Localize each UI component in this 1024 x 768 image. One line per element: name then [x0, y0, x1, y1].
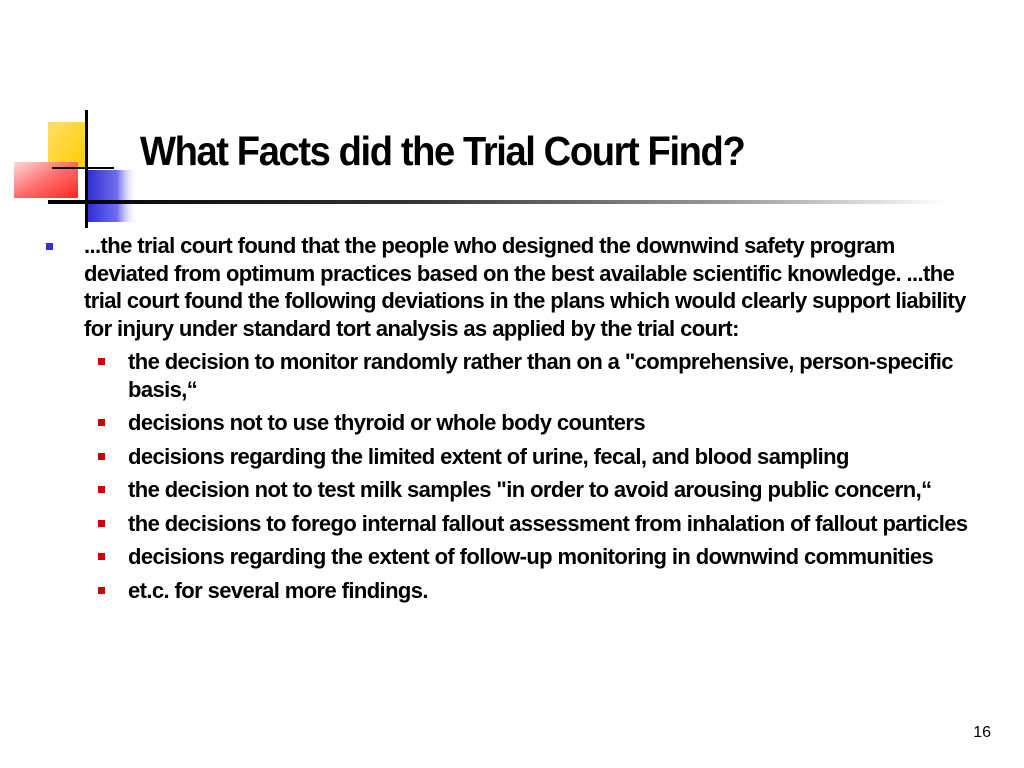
slide-content: [46, 232, 976, 610]
list-item: [46, 409, 976, 437]
bullet-square-icon: [98, 553, 105, 560]
list-item-text: the decision to monitor randomly rather than on a "comprehensive, person-specific basis,“: [128, 349, 953, 402]
page-number: 16: [973, 724, 991, 741]
slide-title: What Facts did the Trial Court Find?: [140, 128, 745, 174]
list-item-text: the decision not to test milk samples "in order to avoid arousing public concern,“: [128, 477, 932, 502]
list-item: [46, 543, 976, 571]
list-item: [46, 443, 976, 471]
bullet-square-icon: [46, 243, 53, 250]
list-item-text: decisions regarding the extent of follow-up monitoring in downwind communities: [128, 544, 934, 569]
list-item-text: et.c. for several more findings.: [128, 577, 428, 603]
list-item-text: the decisions to forego internal fallout assessment from inhalation of fallout particles: [128, 510, 968, 536]
logo-blue-square: [86, 170, 138, 222]
bullet-square-icon: [98, 419, 105, 426]
bullet-square-icon: [98, 486, 105, 493]
slide-logo: [0, 0, 150, 240]
bullet-square-icon: [98, 587, 105, 594]
main-bullet-text: ...the trial court found that the people who designed the downwind safety program deviated from optimum practices based on the best available scientific knowledge. ...the trial court found the following deviations in the plans which would clearly support liability for injury under standard tort analysis as applied by the trial court:: [84, 233, 966, 341]
list-item: [46, 476, 976, 504]
list-item: [46, 577, 976, 605]
list-item: [46, 510, 976, 538]
title-underline: [48, 200, 948, 204]
bullet-square-icon: [98, 520, 105, 527]
logo-horizontal-line: [52, 167, 114, 169]
list-item-text: decisions regarding the limited extent of urine, fecal, and blood sampling: [128, 443, 849, 469]
bullet-square-icon: [98, 453, 105, 460]
logo-yellow-square: [48, 122, 86, 168]
bullet-square-icon: [98, 358, 105, 365]
list-item: [46, 348, 976, 403]
deviation-list: [46, 348, 976, 604]
main-bullet: [46, 232, 976, 342]
list-item-text: decisions not to use thyroid or whole body counters: [128, 410, 646, 435]
